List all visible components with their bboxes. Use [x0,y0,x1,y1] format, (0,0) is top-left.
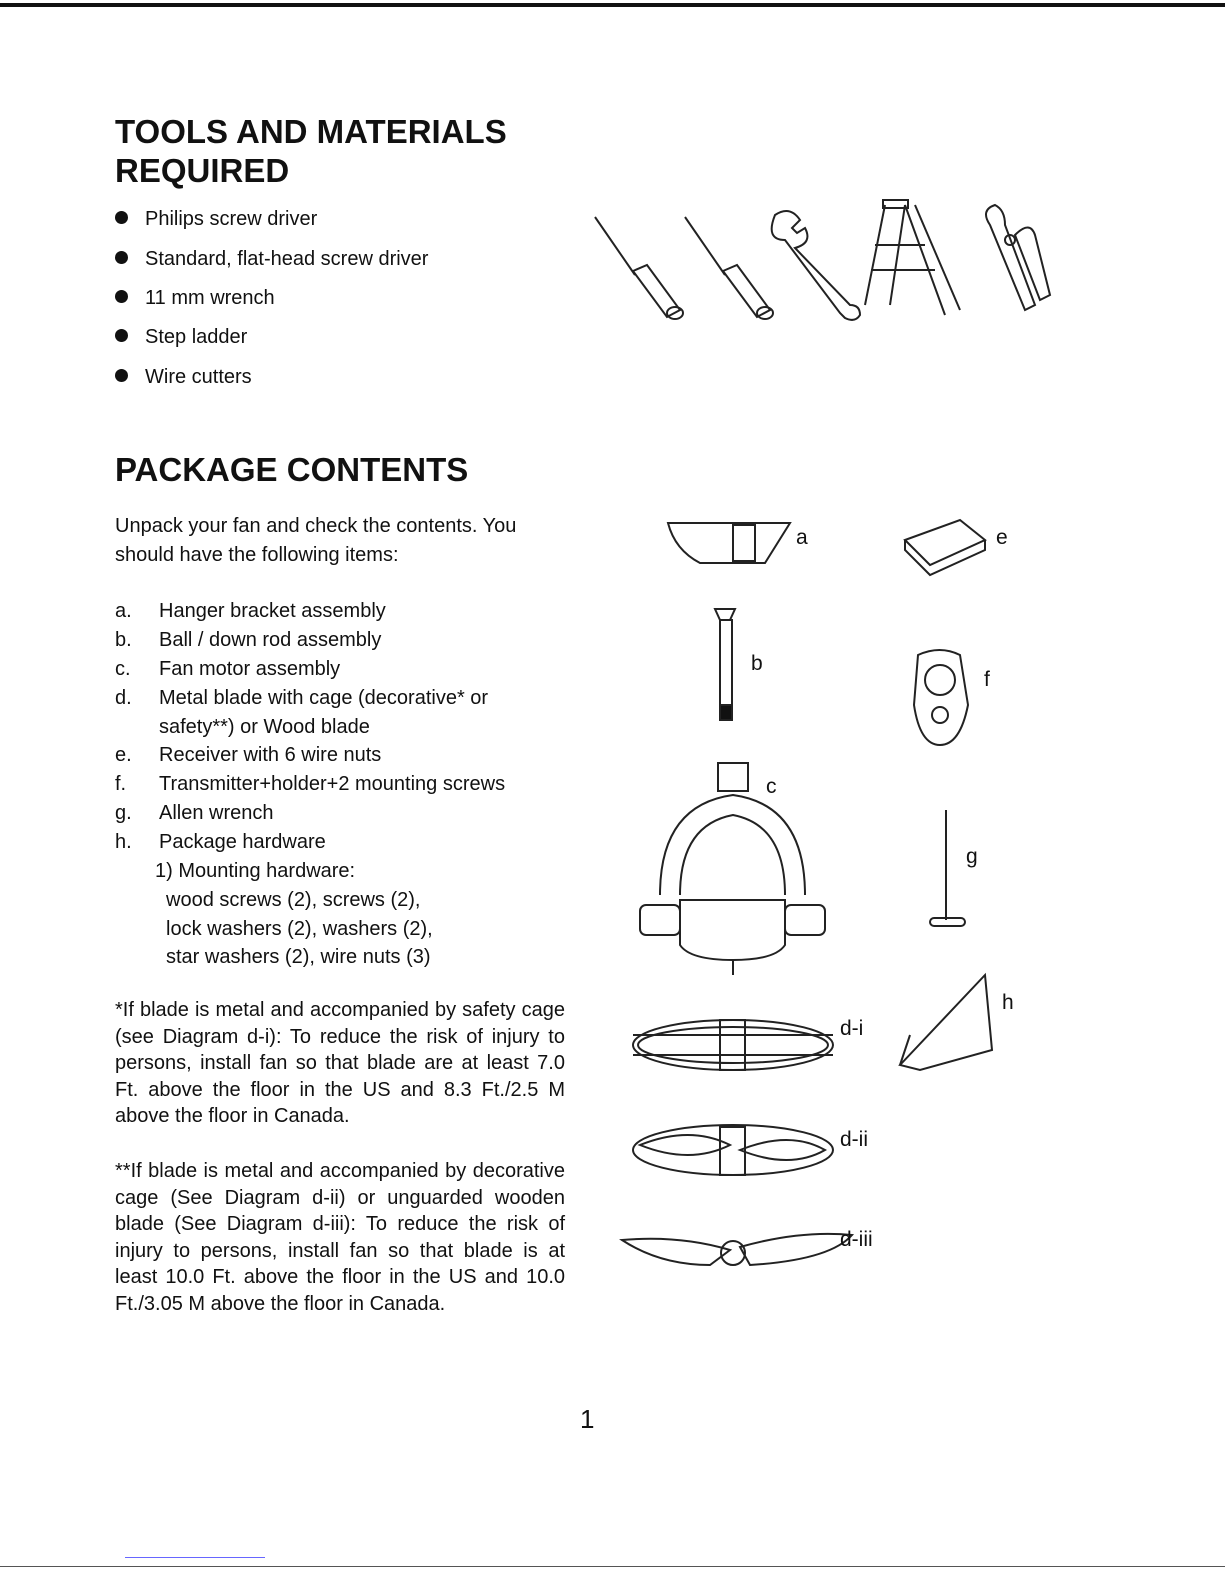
package-heading: PACKAGE CONTENTS [115,451,469,488]
wrench-icon [772,211,860,320]
label-d-iii: d-iii [840,1228,873,1251]
item-letter: f. [115,773,127,795]
label-a: a [796,526,808,549]
note-decorative-cage: **If blade is metal and accompanied by decorative cage (See Diagram d-ii) or unguarded wooden blade (See Diagram d-iii): To reduce the risk of injury to persons, install fan so that blade is at least 10.0 Ft. above the floor in the US and 10.0 Ft./3.05 M above the floor in Canada. [115,1160,565,1315]
package-intro [115,512,516,570]
item-text: Metal blade with cage (decorative* or [159,687,489,709]
item-text: safety**) or Wood blade [159,716,370,738]
label-e: e [996,526,1008,549]
tool-item [115,287,275,310]
hardware-bag-icon [900,975,992,1070]
bullet-icon [115,290,128,303]
item-text: Receiver with 6 wire nuts [159,744,382,766]
page-number: 1 [580,1404,595,1434]
hanger-bracket-icon [668,523,790,563]
label-f: f [984,668,990,691]
item-text: Package hardware [159,831,326,853]
label-c: c [766,775,777,798]
blade-decorative-cage-icon [633,1125,833,1175]
content-item [115,687,488,710]
item-letter: g. [115,802,132,824]
item-letter: c. [115,658,131,680]
tool-label: Wire cutters [145,366,252,388]
hardware-line: wood screws (2), screws (2), [166,889,421,911]
content-item [115,802,274,825]
bullet-icon [115,251,128,264]
item-text: Hanger bracket assembly [159,600,386,622]
step-ladder-icon [865,200,960,315]
intro-line: Unpack your fan and check the contents. You [115,515,517,537]
item-text: Allen wrench [159,802,274,824]
item-text: Fan motor assembly [159,658,341,680]
content-item [115,658,340,681]
note-safety-cage: *If blade is metal and accompanied by safety cage (see Diagram d-i): To reduce the risk of injury to persons, install fan so that blade are at least 7.0 Ft. above the floor in the US and 8.3 Ft./2.5 M above the floor in Canada. [115,999,565,1127]
intro-line: should have the following items: [115,544,399,566]
label-d-i: d-i [840,1017,864,1040]
screwdriver-icon [595,217,683,319]
footer-link-underline [125,1557,265,1558]
label-g: g [966,845,978,868]
tools-heading-line2: REQUIRED [115,152,290,189]
tool-label: Step ladder [145,326,248,348]
label-h: h [1002,991,1014,1014]
blade-safety-cage-icon [633,1020,833,1070]
receiver-icon [905,520,985,575]
tools-illustration [585,195,1055,335]
label-b: b [751,652,763,675]
hardware-line: lock washers (2), washers (2), [166,918,433,940]
tool-item [115,366,252,389]
tool-item [115,208,317,231]
content-item [115,744,381,767]
wood-blade-icon [622,1234,852,1265]
downrod-icon [715,609,735,720]
item-letter: e. [115,744,132,766]
content-item [115,629,381,652]
hardware-line: 1) Mounting hardware: [155,860,356,882]
item-text: Transmitter+holder+2 mounting screws [159,773,506,795]
fan-motor-icon [640,763,825,975]
tool-item [115,326,247,349]
tool-label: Philips screw driver [145,208,318,230]
tools-heading [115,112,507,190]
content-item [115,600,386,623]
transmitter-icon [914,650,968,745]
hardware-line: star washers (2), wire nuts (3) [166,946,431,968]
package-illustration [600,505,1050,1385]
content-item [115,831,326,854]
tools-heading-line1: TOOLS AND MATERIALS [115,113,507,150]
allen-wrench-icon [930,810,965,926]
wire-cutters-icon [986,205,1050,310]
content-item [115,716,370,739]
bullet-icon [115,369,128,382]
bullet-icon [115,329,128,342]
item-text: Ball / down rod assembly [159,629,382,651]
tool-label: Standard, flat-head screw driver [145,248,429,270]
label-d-ii: d-ii [840,1128,869,1151]
tool-label: 11 mm wrench [145,287,275,309]
screwdriver-icon [685,217,773,319]
bottom-rule [0,1566,1225,1567]
top-rule [0,3,1225,7]
item-letter: a. [115,600,132,622]
tool-item [115,248,428,271]
item-letter: h. [115,831,132,853]
item-letter: d. [115,687,132,709]
item-letter: b. [115,629,132,651]
bullet-icon [115,211,128,224]
content-item [115,773,505,796]
